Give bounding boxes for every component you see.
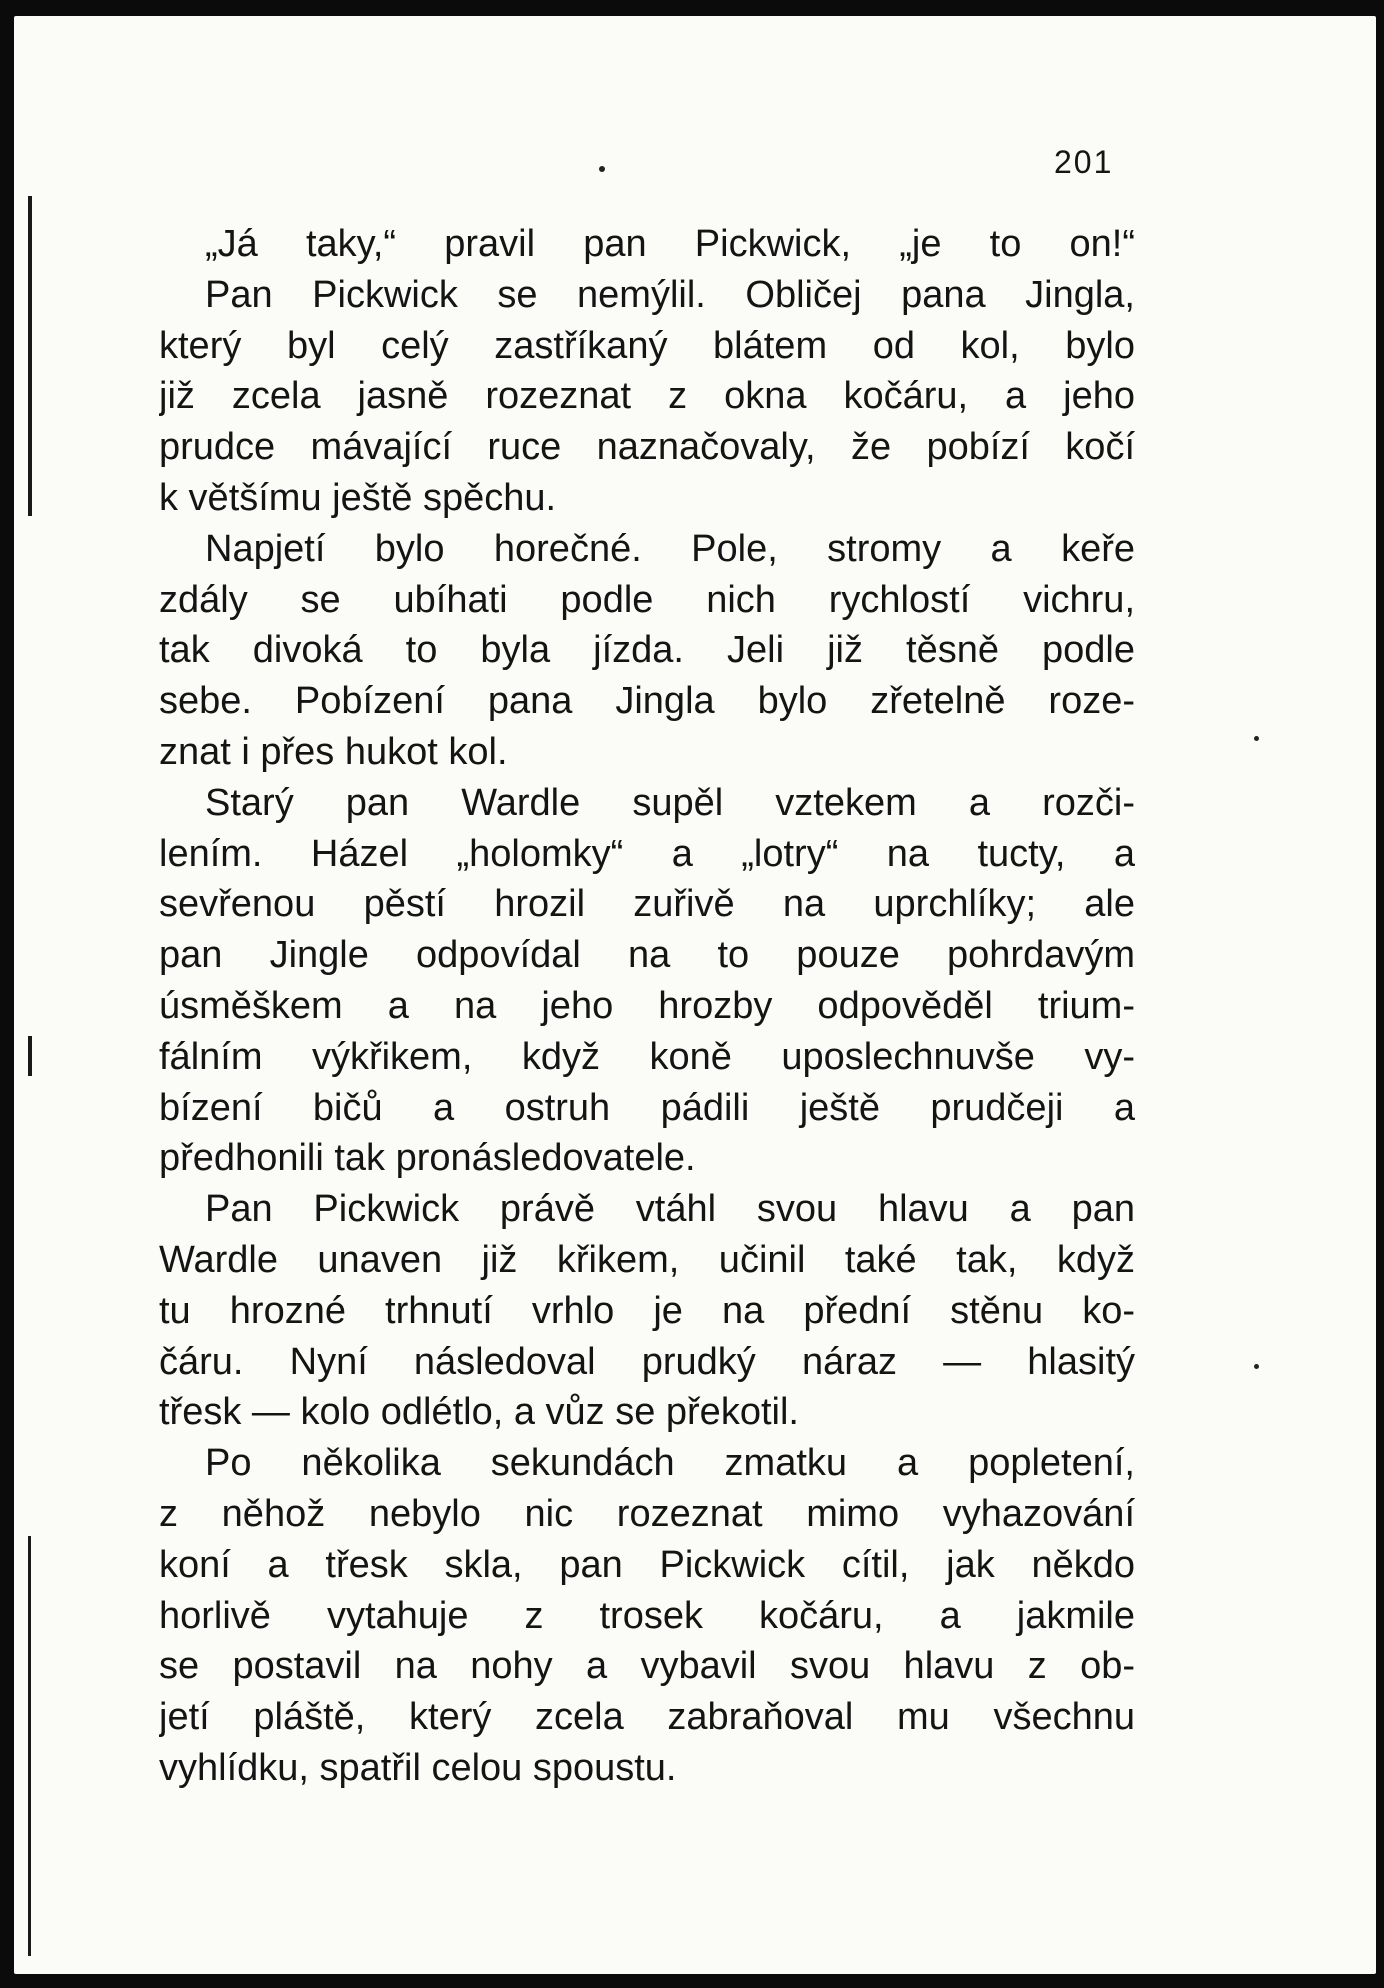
text-line: sevřenou pěstí hrozil zuřivě na uprchlíky; ale [159, 883, 1135, 926]
text-line: Starý pan Wardle supěl vztekem a rozči- [205, 781, 1135, 824]
body-text [159, 219, 1135, 1794]
text-line: lením. Házel „holomky“ a „lotry“ na tucty, a [159, 832, 1135, 875]
text-line: tak divoká to byla jízda. Jeli již těsně podle [159, 629, 1135, 672]
text-line: třesk — kolo odlétlo, a vůz se překotil. [159, 1391, 799, 1434]
ink-speck [1254, 1364, 1259, 1369]
text-line: k většímu ještě spěchu. [159, 476, 557, 519]
text-line: znat i přes hukot kol. [159, 730, 508, 773]
text-line: čáru. Nyní následoval prudký náraz — hlasitý [159, 1340, 1135, 1383]
text-line: z něhož nebylo nic rozeznat mimo vyhazování [159, 1492, 1135, 1535]
text-line: koní a třesk skla, pan Pickwick cítil, jak někdo [159, 1543, 1135, 1586]
binding-shadow-bottom [28, 1536, 31, 1956]
text-line: Wardle unaven již křikem, učinil také tak, když [159, 1238, 1135, 1281]
book-page [14, 16, 1376, 1974]
text-line: Pan Pickwick se nemýlil. Obličej pana Jingla, [205, 273, 1135, 316]
binding-shadow-middle [28, 1036, 32, 1076]
text-line: sebe. Pobízení pana Jingla bylo zřetelně roze- [159, 680, 1135, 723]
text-line: tu hrozné trhnutí vrhlo je na přední stěnu ko- [159, 1289, 1135, 1332]
text-line: „Já taky,“ pravil pan Pickwick, „je to on!“ [205, 223, 1135, 265]
text-line: pan Jingle odpovídal na to pouze pohrdavým [159, 934, 1135, 977]
text-line: který byl celý zastříkaný blátem od kol, bylo [159, 324, 1135, 367]
text-line: Pan Pickwick právě vtáhl svou hlavu a pan [205, 1188, 1135, 1231]
text-line: horlivě vytahuje z trosek kočáru, a jakmile [159, 1594, 1135, 1637]
ink-speck [599, 166, 605, 172]
text-line: předhonili tak pronásledovatele. [159, 1137, 696, 1180]
text-line: prudce mávající ruce naznačovaly, že pobízí kočí [159, 426, 1135, 469]
text-line: bízení bičů a ostruh pádili ještě prudčeji a [159, 1086, 1135, 1129]
text-line: jetí pláště, který zcela zabraňoval mu všechnu [159, 1696, 1135, 1739]
ink-speck [1254, 736, 1259, 741]
text-line: se postavil na nohy a vybavil svou hlavu z ob- [159, 1645, 1135, 1688]
text-line: již zcela jasně rozeznat z okna kočáru, a jeho [159, 375, 1135, 418]
text-line: Napjetí bylo horečné. Pole, stromy a keře [205, 527, 1135, 570]
page-number: 201 [1054, 144, 1114, 180]
text-line: fálním výkřikem, když koně uposlechnuvše vy- [159, 1035, 1135, 1078]
binding-shadow-top [28, 196, 32, 516]
text-line: zdály se ubíhati podle nich rychlostí vichru, [159, 578, 1135, 621]
text-line: vyhlídku, spatřil celou spoustu. [159, 1746, 677, 1789]
text-line: Po několika sekundách zmatku a popletení, [205, 1442, 1135, 1485]
text-line: úsměškem a na jeho hrozby odpověděl trium- [159, 984, 1135, 1027]
